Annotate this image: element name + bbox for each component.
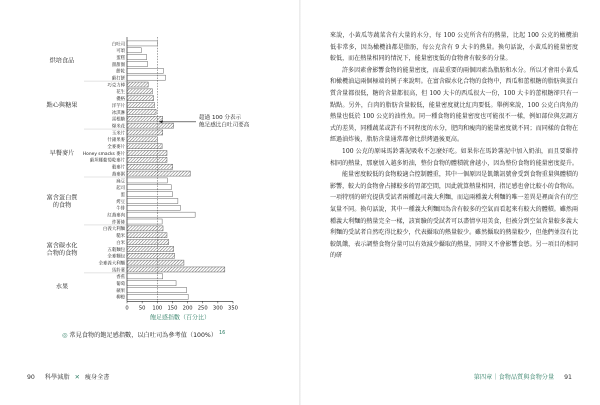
category-label: 紅燕麥肉 (107, 213, 125, 219)
bar (127, 89, 152, 94)
bar (127, 109, 156, 114)
x-tick-label: 150 (167, 305, 178, 312)
x-tick-label: 50 (138, 305, 146, 312)
group-label: 早餐麥片 (49, 150, 75, 158)
bar (127, 96, 154, 101)
bar (127, 55, 147, 60)
left-page-number: 90 (27, 374, 35, 381)
book-title-separator-icon: ✕ (74, 374, 80, 381)
book-title-part2: 瘦身全書 (84, 374, 110, 381)
category-label: 爆米花 (111, 124, 125, 130)
bar (127, 253, 175, 258)
annotation-text: 飽足感比白吐司要高 (199, 122, 250, 129)
category-label: 蘇坦娜葡萄乾麥片 (89, 158, 125, 164)
bar (127, 103, 155, 108)
group-label: 水果 (55, 283, 69, 291)
category-label: 蛋 (120, 192, 125, 198)
right-page (300, 0, 600, 405)
x-tick-label: 300 (212, 305, 223, 312)
bar (127, 178, 167, 183)
category-label: 雷根糖 (111, 117, 125, 123)
bar (127, 171, 190, 176)
bar (127, 260, 184, 265)
category-label: 烤豆 (116, 199, 125, 205)
bar (127, 288, 187, 293)
bar (127, 233, 167, 238)
group-label: 富含蛋白質 (46, 194, 78, 202)
x-tick-label: 350 (228, 305, 238, 312)
chapter-title: 第四章｜食物品質與食物分量 (473, 374, 555, 381)
left-footer (27, 372, 109, 381)
book-title-part1: 科學減脂 (44, 374, 70, 381)
bar (127, 82, 148, 87)
bar (127, 75, 165, 80)
paragraph: 許多因素會影響食物的能量密度，而最重要的兩個因素為脂肪和水分。所以才會用小黃瓜和橄欖油這兩個極端的例子來說明。在富含碳水化合物的食物中，西瓜和蕾根糖的脂肪與蛋白質含量都很低，糖的含量都很高，但 100 大卡的西瓜很大一份，100 大卡的蕾根糖卻只有一點點。另外，白肉的脂肪含量較低，能量密度就比紅肉要低。舉例來說，100 公克白肉魚的熱量也低於 100 公克的油性魚。同一種食物的能量密度也可能很不一樣，例如部位與烹調方式的差異，同種蔬菜或許有不同程度的水分，肥肉和瘦肉的能量密度就不同；而同樣的食物在經過油炸後，脂肪含量通常都會比烘烤過後更高。 (330, 66, 578, 144)
satiety-bar-chart (0, 0, 300, 340)
bar (127, 41, 157, 46)
category-label: 扁豆 (116, 179, 125, 185)
annotation-text: 超過 100 分表示 (199, 114, 242, 121)
category-label: 可頌 (116, 49, 125, 55)
category-label: 白米 (116, 240, 125, 246)
category-label: 白吐司 (111, 42, 125, 48)
bar (127, 281, 176, 286)
category-label: 五穀麵包 (107, 247, 125, 253)
category-label: 巧克力棒 (107, 83, 125, 89)
x-tick-label: 200 (182, 305, 193, 312)
category-label: 全麥麵包 (107, 254, 125, 260)
group-label: 富含碳水化 (46, 242, 78, 250)
bar (127, 185, 171, 190)
bar (127, 205, 180, 210)
category-label: 洋芋片 (111, 103, 125, 109)
category-label: 蛋糕 (116, 55, 125, 61)
category-label: 牛排 (116, 206, 125, 212)
category-label: 葡萄 (116, 282, 125, 287)
bar (127, 294, 188, 299)
category-label: 炸薯條 (111, 220, 125, 226)
category-label: 糙米 (116, 234, 125, 240)
caption-marker-icon: ◎ (62, 332, 68, 340)
bar (127, 198, 178, 203)
bar (127, 219, 162, 224)
group-label: 烘培食品 (49, 57, 75, 65)
category-label: 全麥義大利麵 (98, 261, 125, 267)
bar (127, 192, 172, 197)
x-axis-label: 飽足感指數（百分比） (149, 314, 211, 322)
bar (127, 157, 167, 162)
bar (127, 240, 169, 245)
caption-reference: 16 (218, 330, 226, 336)
paragraph: 能量密度較低的食物較適合控制體重，其中一個原因是飢餓訊號會受到食物重量與體積的影響，較大的食物會占據較多的胃部空間，因此就算熱量相同，指足感也會比較小的食物高。一項特別的研究提供受試者兩種起司義大利麵，而這兩種義大利麵的唯一差異是裡面含有的空氣量不同。換句話說，其中一種義大利麵因為含有較多的空氣而看起來有較大的體積。雖然兩種義大利麵的熱量完全一樣，該實驗的受試者可以盡情享用美食，但被分到空氣含量較多義大利麵的受試者自然吃得比較少，代表攝取的熱量較少。雖然攝取的熱量較少，但他們並沒有比較飢餓，表示調整食物分量可以有效減少攝取的熱量，同時又不會影響食慾。另一項目的相同的研 (330, 171, 578, 260)
bar (127, 212, 195, 217)
group-label: 點心與糖果 (46, 102, 78, 110)
bar (127, 226, 163, 231)
bar (127, 123, 174, 128)
category-label: 蘋果 (116, 288, 125, 294)
category-label: 玉米片 (111, 131, 125, 137)
category-label: 穀麥片 (111, 165, 125, 171)
x-tick-label: 100 (152, 305, 163, 312)
x-tick-label: 250 (197, 305, 208, 312)
right-footer (474, 372, 572, 381)
bar (127, 267, 225, 272)
bar (127, 151, 167, 156)
body-text (330, 30, 578, 262)
category-label: 柳橙 (116, 295, 125, 301)
category-label: 餅乾 (116, 69, 125, 75)
category-label: 白義大利麵 (103, 227, 125, 233)
bar (127, 144, 162, 149)
x-tick-label: 0 (125, 305, 129, 312)
bar (127, 137, 157, 142)
category-label: 優格 (116, 97, 125, 103)
category-label: 香蕉 (116, 275, 125, 281)
category-label: 冰淇淋 (111, 110, 125, 116)
category-label: 蘇打餅 (111, 76, 125, 82)
chart-caption (62, 330, 292, 339)
category-label: Honey smacks 麥片 (82, 151, 125, 157)
category-label: 起司 (116, 186, 125, 192)
bar (127, 164, 173, 169)
right-page-number: 91 (564, 374, 572, 381)
bar (127, 246, 174, 251)
bar (127, 61, 148, 66)
category-label: 什錦果麥 (107, 138, 125, 144)
category-label: 燕麥粥 (111, 172, 125, 178)
paragraph: 來說，小黃瓜等蔬菜含有大量的水分，每 100 公克所含有的熱量，比起 100 公克的橄欖油低非常多，因為橄欖油都是脂肪，每公克含有 9 大卡的熱量。換句話說，小黃瓜的能量密度較低，而在熱量相同的情況下，能量密度低的食物會有較多的分量。 (330, 32, 578, 63)
bar (127, 68, 163, 73)
paragraph: 100 公克的原味馬鈴薯泥吸收不怎麼好吃。如果你在馬鈴薯泥中加入奶油，而且要維持相同的熱量，那麼加入越多奶油，整份食物的體積就會越小，因為整份食物的能量密度提升。 (330, 147, 578, 167)
group-label: 的食物 (52, 201, 72, 209)
caption-text: 常見食物的飽足感指數，以白吐司為參考值（100%） (69, 332, 218, 340)
category-label: 花生 (116, 90, 125, 96)
group-label: 合物的食物 (46, 249, 78, 257)
category-label: 全麥麥片 (107, 145, 125, 150)
category-label: 馬鈴薯 (111, 268, 125, 274)
bar (127, 48, 141, 53)
category-label: 甜甜圈 (111, 62, 125, 68)
